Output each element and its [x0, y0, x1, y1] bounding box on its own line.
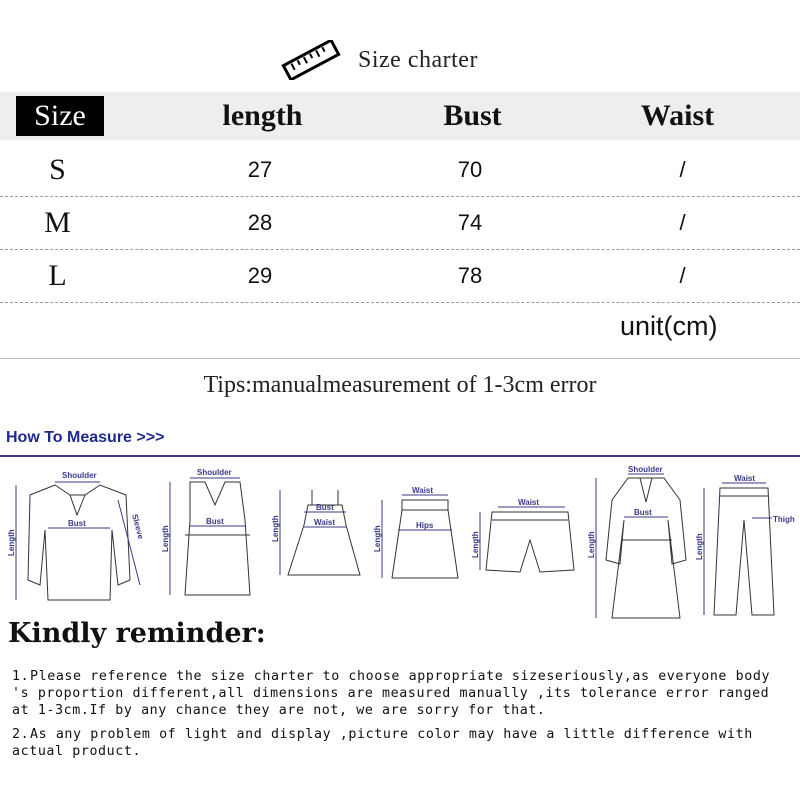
waist-cell: / [679, 210, 686, 235]
reminder-index: 1. [12, 669, 30, 684]
reminder-index: 2. [12, 727, 30, 742]
shoulder-label: Shoulder [628, 465, 663, 474]
bust-label: Bust [206, 517, 224, 526]
length-cell: 28 [247, 210, 273, 235]
bust-label: Bust [634, 508, 652, 517]
size-cell: L [48, 259, 67, 292]
reminder-item-1 [12, 668, 782, 719]
table-row [0, 144, 800, 197]
header-size: Size [16, 96, 104, 136]
hips-label: Hips [416, 521, 434, 530]
waist-label: Waist [734, 474, 756, 483]
tips-text: Tips:manualmeasurement of 1-3cm error [203, 372, 597, 398]
measurement-illustrations [0, 460, 800, 620]
waist-label: Waist [412, 486, 434, 495]
waist-label: Waist [314, 518, 336, 527]
reminder-item-2 [12, 726, 782, 760]
bust-cell: 74 [457, 210, 483, 235]
trousers-figure [695, 474, 795, 615]
size-cell: S [49, 153, 66, 186]
waist-cell: / [679, 157, 686, 182]
shirt-figure [7, 471, 145, 600]
length-label: Length [373, 525, 382, 552]
coat-figure [587, 465, 686, 618]
length-label: Length [7, 529, 16, 556]
length-label: Length [161, 525, 170, 552]
header-waist: Waist [640, 99, 715, 132]
skirt-figure [373, 486, 458, 578]
waist-cell: / [679, 263, 686, 288]
title-text: Size charter [358, 46, 478, 73]
tank-top-figure [161, 468, 250, 595]
length-cell: 27 [247, 157, 273, 182]
table-row [0, 250, 800, 303]
unit-label: unit(cm) [620, 311, 718, 341]
length-label: Length [587, 531, 596, 558]
how-to-measure-heading: How To Measure >>> [6, 429, 165, 446]
shoulder-label: Shoulder [62, 471, 97, 480]
bust-label: Bust [68, 519, 86, 528]
waist-label: Waist [518, 498, 540, 507]
heading-divider [0, 455, 800, 457]
header-bust: Bust [443, 99, 502, 132]
dress-figure [271, 490, 360, 575]
bust-cell: 78 [457, 263, 483, 288]
shoulder-label: Shoulder [197, 468, 232, 477]
length-cell: 29 [247, 263, 273, 288]
unit-row [0, 303, 800, 359]
reminder-title: Kindly reminder: [8, 618, 266, 649]
table-header [0, 92, 800, 140]
size-table [0, 92, 800, 359]
chart-title [280, 40, 478, 80]
bust-label: Bust [316, 503, 334, 512]
reminder-text: As any problem of light and display ,picture color may have a little difference with actual product. [12, 727, 753, 759]
sleeve-label: Sleeve [130, 513, 146, 541]
size-cell: M [44, 206, 71, 239]
length-label: Length [271, 515, 280, 542]
table-row [0, 197, 800, 250]
ruler-icon [280, 40, 342, 80]
header-length: length [222, 99, 303, 132]
length-label: Length [471, 531, 480, 558]
reminder-text: Please reference the size charter to choose appropriate sizeseriously,as everyone body 's proportion different,all dimensions are measured manually ,its tolerance error ranged at 1-3cm.If by any chance they are not, we are sorry for that. [12, 669, 771, 718]
length-label: Length [695, 533, 704, 560]
shorts-figure [471, 498, 574, 572]
bust-cell: 70 [457, 157, 483, 182]
thigh-label: Thigh [773, 515, 795, 524]
